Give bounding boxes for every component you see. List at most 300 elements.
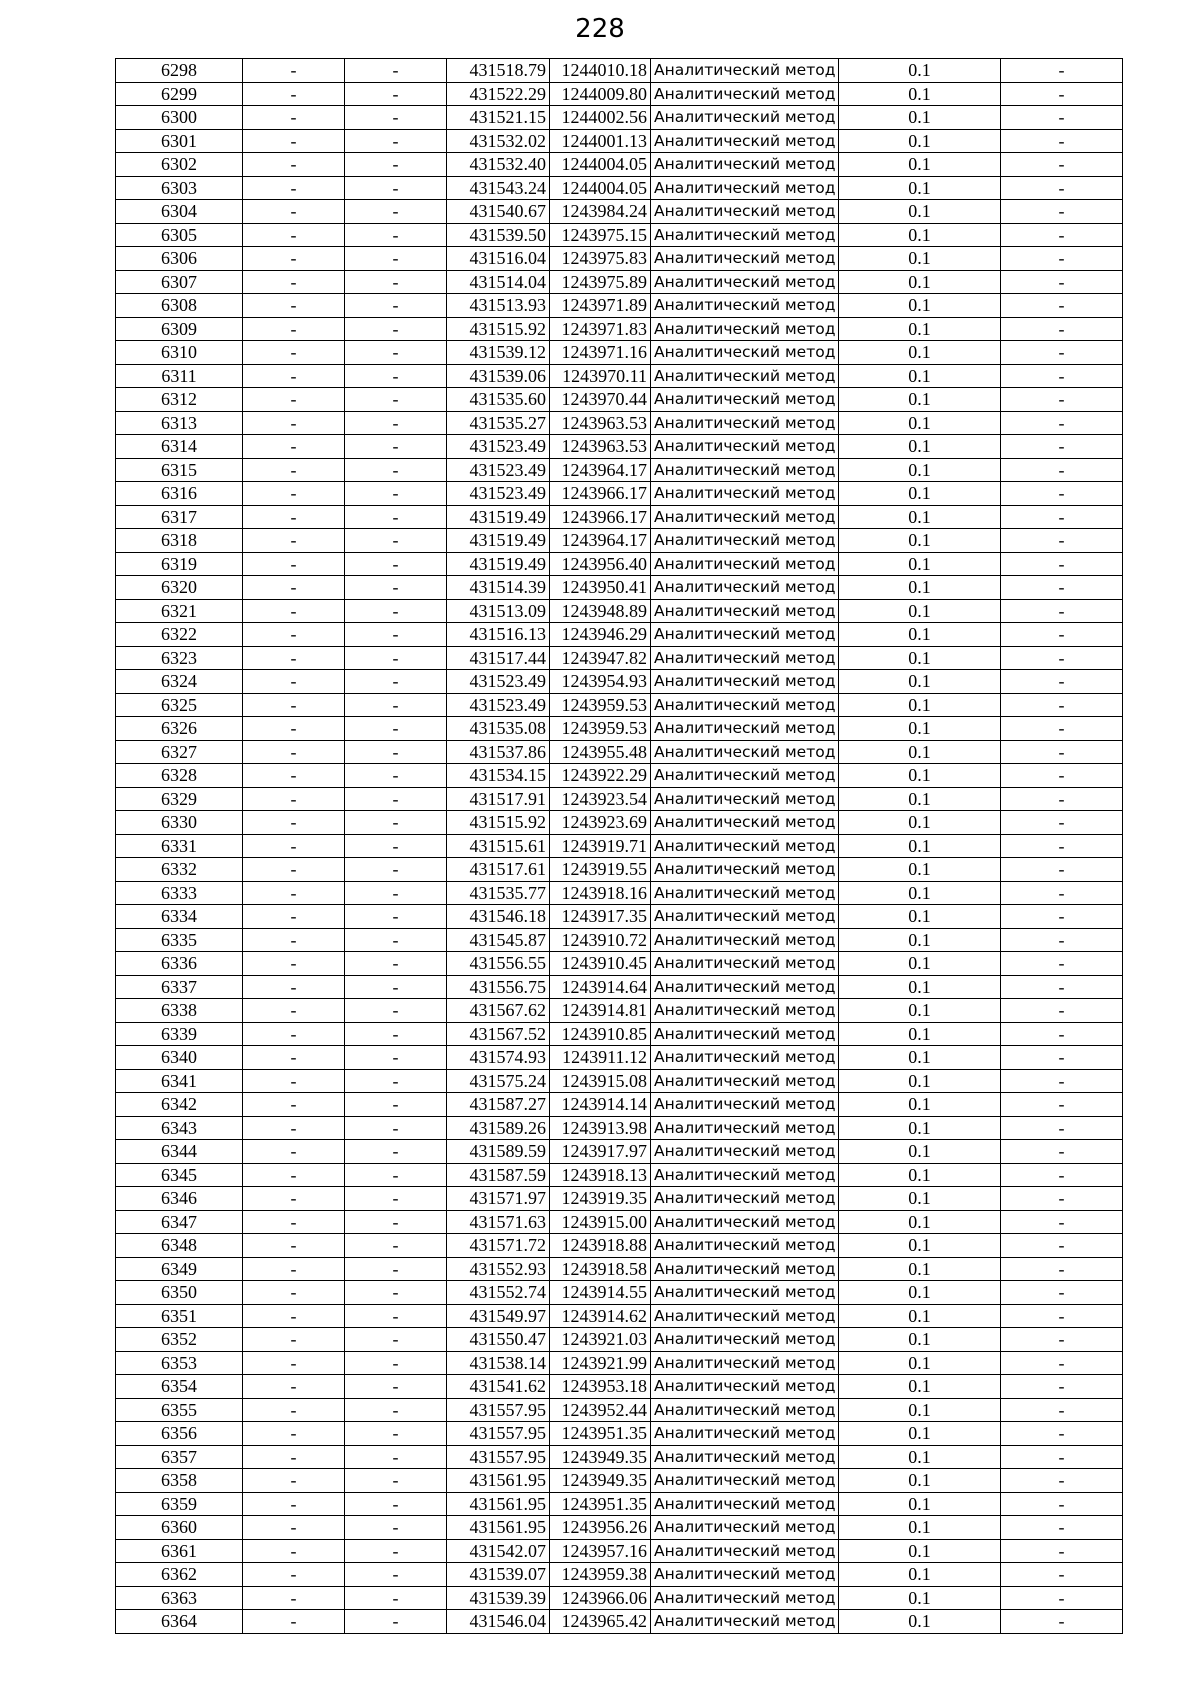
- dash-cell: -: [345, 270, 447, 294]
- dash-cell: -: [345, 1469, 447, 1493]
- error-cell: 0.1: [839, 1234, 1001, 1258]
- error-cell: 0.1: [839, 1281, 1001, 1305]
- method-cell: Аналитический метод: [651, 1351, 839, 1375]
- dash-cell: -: [1001, 317, 1123, 341]
- y-coordinate-cell: 1243910.85: [550, 1022, 651, 1046]
- error-cell: 0.1: [839, 1328, 1001, 1352]
- dash-cell: -: [1001, 82, 1123, 106]
- table-row: [116, 1210, 1123, 1234]
- table-body: [116, 59, 1123, 1634]
- dash-cell: -: [345, 294, 447, 318]
- error-cell: 0.1: [839, 1022, 1001, 1046]
- table-row: [116, 1281, 1123, 1305]
- x-coordinate-cell: 431514.39: [447, 576, 550, 600]
- dash-cell: -: [1001, 153, 1123, 177]
- point-number-cell: 6331: [116, 834, 243, 858]
- dash-cell: -: [1001, 576, 1123, 600]
- dash-cell: -: [243, 1375, 345, 1399]
- dash-cell: -: [243, 764, 345, 788]
- error-cell: 0.1: [839, 576, 1001, 600]
- method-cell: Аналитический метод: [651, 270, 839, 294]
- point-number-cell: 6341: [116, 1069, 243, 1093]
- error-cell: 0.1: [839, 294, 1001, 318]
- dash-cell: -: [1001, 1234, 1123, 1258]
- error-cell: 0.1: [839, 1375, 1001, 1399]
- dash-cell: -: [345, 623, 447, 647]
- point-number-cell: 6330: [116, 811, 243, 835]
- method-cell: Аналитический метод: [651, 599, 839, 623]
- x-coordinate-cell: 431515.92: [447, 811, 550, 835]
- x-coordinate-cell: 431539.06: [447, 364, 550, 388]
- table-row: [116, 1469, 1123, 1493]
- error-cell: 0.1: [839, 176, 1001, 200]
- point-number-cell: 6344: [116, 1140, 243, 1164]
- x-coordinate-cell: 431535.77: [447, 881, 550, 905]
- method-cell: Аналитический метод: [651, 811, 839, 835]
- y-coordinate-cell: 1243914.14: [550, 1093, 651, 1117]
- method-cell: Аналитический метод: [651, 1046, 839, 1070]
- dash-cell: -: [345, 1022, 447, 1046]
- x-coordinate-cell: 431539.50: [447, 223, 550, 247]
- error-cell: 0.1: [839, 364, 1001, 388]
- dash-cell: -: [243, 1281, 345, 1305]
- x-coordinate-cell: 431561.95: [447, 1492, 550, 1516]
- dash-cell: -: [345, 1163, 447, 1187]
- error-cell: 0.1: [839, 1492, 1001, 1516]
- dash-cell: -: [1001, 646, 1123, 670]
- dash-cell: -: [243, 129, 345, 153]
- x-coordinate-cell: 431523.49: [447, 693, 550, 717]
- x-coordinate-cell: 431557.95: [447, 1445, 550, 1469]
- y-coordinate-cell: 1243948.89: [550, 599, 651, 623]
- y-coordinate-cell: 1243951.35: [550, 1422, 651, 1446]
- x-coordinate-cell: 431513.09: [447, 599, 550, 623]
- point-number-cell: 6323: [116, 646, 243, 670]
- y-coordinate-cell: 1243952.44: [550, 1398, 651, 1422]
- x-coordinate-cell: 431567.62: [447, 999, 550, 1023]
- dash-cell: -: [243, 1516, 345, 1540]
- point-number-cell: 6332: [116, 858, 243, 882]
- error-cell: 0.1: [839, 1445, 1001, 1469]
- y-coordinate-cell: 1243964.17: [550, 458, 651, 482]
- dash-cell: -: [1001, 176, 1123, 200]
- dash-cell: -: [243, 200, 345, 224]
- y-coordinate-cell: 1243919.71: [550, 834, 651, 858]
- x-coordinate-cell: 431556.55: [447, 952, 550, 976]
- dash-cell: -: [1001, 1257, 1123, 1281]
- dash-cell: -: [1001, 106, 1123, 130]
- method-cell: Аналитический метод: [651, 529, 839, 553]
- x-coordinate-cell: 431535.27: [447, 411, 550, 435]
- method-cell: Аналитический метод: [651, 764, 839, 788]
- table-row: [116, 364, 1123, 388]
- dash-cell: -: [345, 505, 447, 529]
- dash-cell: -: [243, 458, 345, 482]
- dash-cell: -: [345, 999, 447, 1023]
- dash-cell: -: [1001, 482, 1123, 506]
- x-coordinate-cell: 431523.49: [447, 482, 550, 506]
- method-cell: Аналитический метод: [651, 1116, 839, 1140]
- dash-cell: -: [345, 740, 447, 764]
- error-cell: 0.1: [839, 1422, 1001, 1446]
- table-row: [116, 1563, 1123, 1587]
- point-number-cell: 6303: [116, 176, 243, 200]
- method-cell: Аналитический метод: [651, 294, 839, 318]
- dash-cell: -: [1001, 1022, 1123, 1046]
- dash-cell: -: [1001, 1375, 1123, 1399]
- dash-cell: -: [345, 106, 447, 130]
- method-cell: Аналитический метод: [651, 905, 839, 929]
- x-coordinate-cell: 431517.91: [447, 787, 550, 811]
- method-cell: Аналитический метод: [651, 1234, 839, 1258]
- dash-cell: -: [243, 82, 345, 106]
- error-cell: 0.1: [839, 59, 1001, 83]
- y-coordinate-cell: 1243966.17: [550, 482, 651, 506]
- error-cell: 0.1: [839, 1563, 1001, 1587]
- x-coordinate-cell: 431517.44: [447, 646, 550, 670]
- dash-cell: -: [345, 928, 447, 952]
- dash-cell: -: [345, 693, 447, 717]
- y-coordinate-cell: 1243915.00: [550, 1210, 651, 1234]
- dash-cell: -: [345, 1563, 447, 1587]
- error-cell: 0.1: [839, 270, 1001, 294]
- dash-cell: -: [1001, 1210, 1123, 1234]
- y-coordinate-cell: 1243959.53: [550, 693, 651, 717]
- method-cell: Аналитический метод: [651, 834, 839, 858]
- x-coordinate-cell: 431523.49: [447, 670, 550, 694]
- method-cell: Аналитический метод: [651, 1563, 839, 1587]
- x-coordinate-cell: 431557.95: [447, 1398, 550, 1422]
- point-number-cell: 6300: [116, 106, 243, 130]
- y-coordinate-cell: 1243959.53: [550, 717, 651, 741]
- x-coordinate-cell: 431523.49: [447, 435, 550, 459]
- dash-cell: -: [1001, 599, 1123, 623]
- table-row: [116, 1046, 1123, 1070]
- dash-cell: -: [243, 388, 345, 412]
- dash-cell: -: [345, 717, 447, 741]
- y-coordinate-cell: 1243949.35: [550, 1445, 651, 1469]
- dash-cell: -: [243, 811, 345, 835]
- point-number-cell: 6339: [116, 1022, 243, 1046]
- x-coordinate-cell: 431517.61: [447, 858, 550, 882]
- method-cell: Аналитический метод: [651, 1375, 839, 1399]
- dash-cell: -: [243, 1586, 345, 1610]
- y-coordinate-cell: 1243975.15: [550, 223, 651, 247]
- x-coordinate-cell: 431515.61: [447, 834, 550, 858]
- table-row: [116, 294, 1123, 318]
- dash-cell: -: [345, 834, 447, 858]
- dash-cell: -: [243, 247, 345, 271]
- dash-cell: -: [345, 576, 447, 600]
- point-number-cell: 6342: [116, 1093, 243, 1117]
- dash-cell: -: [243, 928, 345, 952]
- dash-cell: -: [243, 482, 345, 506]
- point-number-cell: 6348: [116, 1234, 243, 1258]
- y-coordinate-cell: 1243975.83: [550, 247, 651, 271]
- error-cell: 0.1: [839, 928, 1001, 952]
- y-coordinate-cell: 1243957.16: [550, 1539, 651, 1563]
- x-coordinate-cell: 431523.49: [447, 458, 550, 482]
- error-cell: 0.1: [839, 999, 1001, 1023]
- point-number-cell: 6359: [116, 1492, 243, 1516]
- error-cell: 0.1: [839, 1257, 1001, 1281]
- table-row: [116, 82, 1123, 106]
- dash-cell: -: [1001, 693, 1123, 717]
- dash-cell: -: [243, 975, 345, 999]
- y-coordinate-cell: 1243953.18: [550, 1375, 651, 1399]
- table-row: [116, 176, 1123, 200]
- method-cell: Аналитический метод: [651, 1140, 839, 1164]
- y-coordinate-cell: 1243918.58: [550, 1257, 651, 1281]
- x-coordinate-cell: 431539.07: [447, 1563, 550, 1587]
- dash-cell: -: [1001, 1398, 1123, 1422]
- dash-cell: -: [345, 129, 447, 153]
- table-row: [116, 717, 1123, 741]
- x-coordinate-cell: 431538.14: [447, 1351, 550, 1375]
- dash-cell: -: [1001, 881, 1123, 905]
- dash-cell: -: [345, 317, 447, 341]
- error-cell: 0.1: [839, 529, 1001, 553]
- error-cell: 0.1: [839, 411, 1001, 435]
- dash-cell: -: [345, 1375, 447, 1399]
- method-cell: Аналитический метод: [651, 928, 839, 952]
- y-coordinate-cell: 1243971.16: [550, 341, 651, 365]
- method-cell: Аналитический метод: [651, 1422, 839, 1446]
- table-row: [116, 1069, 1123, 1093]
- method-cell: Аналитический метод: [651, 646, 839, 670]
- dash-cell: -: [345, 905, 447, 929]
- dash-cell: -: [345, 1210, 447, 1234]
- point-number-cell: 6355: [116, 1398, 243, 1422]
- method-cell: Аналитический метод: [651, 1445, 839, 1469]
- table-row: [116, 317, 1123, 341]
- error-cell: 0.1: [839, 82, 1001, 106]
- dash-cell: -: [243, 1210, 345, 1234]
- point-number-cell: 6309: [116, 317, 243, 341]
- dash-cell: -: [243, 1046, 345, 1070]
- table-row: [116, 1163, 1123, 1187]
- x-coordinate-cell: 431589.59: [447, 1140, 550, 1164]
- point-number-cell: 6329: [116, 787, 243, 811]
- point-number-cell: 6310: [116, 341, 243, 365]
- point-number-cell: 6318: [116, 529, 243, 553]
- table-row: [116, 1140, 1123, 1164]
- dash-cell: -: [1001, 270, 1123, 294]
- method-cell: Аналитический метод: [651, 505, 839, 529]
- error-cell: 0.1: [839, 458, 1001, 482]
- y-coordinate-cell: 1243966.17: [550, 505, 651, 529]
- method-cell: Аналитический метод: [651, 881, 839, 905]
- error-cell: 0.1: [839, 670, 1001, 694]
- dash-cell: -: [243, 59, 345, 83]
- table-row: [116, 1492, 1123, 1516]
- dash-cell: -: [243, 834, 345, 858]
- point-number-cell: 6360: [116, 1516, 243, 1540]
- x-coordinate-cell: 431537.86: [447, 740, 550, 764]
- point-number-cell: 6328: [116, 764, 243, 788]
- method-cell: Аналитический метод: [651, 1069, 839, 1093]
- dash-cell: -: [243, 623, 345, 647]
- method-cell: Аналитический метод: [651, 1093, 839, 1117]
- x-coordinate-cell: 431541.62: [447, 1375, 550, 1399]
- method-cell: Аналитический метод: [651, 952, 839, 976]
- dash-cell: -: [243, 223, 345, 247]
- dash-cell: -: [345, 1610, 447, 1634]
- x-coordinate-cell: 431571.63: [447, 1210, 550, 1234]
- x-coordinate-cell: 431518.79: [447, 59, 550, 83]
- x-coordinate-cell: 431516.13: [447, 623, 550, 647]
- dash-cell: -: [345, 247, 447, 271]
- table-row: [116, 623, 1123, 647]
- error-cell: 0.1: [839, 247, 1001, 271]
- dash-cell: -: [345, 153, 447, 177]
- error-cell: 0.1: [839, 1351, 1001, 1375]
- point-number-cell: 6325: [116, 693, 243, 717]
- table-row: [116, 529, 1123, 553]
- error-cell: 0.1: [839, 881, 1001, 905]
- method-cell: Аналитический метод: [651, 1469, 839, 1493]
- method-cell: Аналитический метод: [651, 1281, 839, 1305]
- dash-cell: -: [345, 881, 447, 905]
- method-cell: Аналитический метод: [651, 153, 839, 177]
- dash-cell: -: [345, 1069, 447, 1093]
- error-cell: 0.1: [839, 764, 1001, 788]
- dash-cell: -: [1001, 1445, 1123, 1469]
- table-row: [116, 435, 1123, 459]
- method-cell: Аналитический метод: [651, 200, 839, 224]
- x-coordinate-cell: 431522.29: [447, 82, 550, 106]
- dash-cell: -: [243, 176, 345, 200]
- x-coordinate-cell: 431557.95: [447, 1422, 550, 1446]
- y-coordinate-cell: 1244009.80: [550, 82, 651, 106]
- y-coordinate-cell: 1243949.35: [550, 1469, 651, 1493]
- dash-cell: -: [1001, 1163, 1123, 1187]
- x-coordinate-cell: 431574.93: [447, 1046, 550, 1070]
- error-cell: 0.1: [839, 1140, 1001, 1164]
- dash-cell: -: [1001, 1116, 1123, 1140]
- x-coordinate-cell: 431513.93: [447, 294, 550, 318]
- error-cell: 0.1: [839, 1093, 1001, 1117]
- x-coordinate-cell: 431546.04: [447, 1610, 550, 1634]
- table-row: [116, 482, 1123, 506]
- error-cell: 0.1: [839, 1304, 1001, 1328]
- x-coordinate-cell: 431515.92: [447, 317, 550, 341]
- error-cell: 0.1: [839, 1187, 1001, 1211]
- table-row: [116, 670, 1123, 694]
- table-row: [116, 388, 1123, 412]
- error-cell: 0.1: [839, 200, 1001, 224]
- y-coordinate-cell: 1243921.99: [550, 1351, 651, 1375]
- y-coordinate-cell: 1243946.29: [550, 623, 651, 647]
- method-cell: Аналитический метод: [651, 693, 839, 717]
- dash-cell: -: [1001, 364, 1123, 388]
- dash-cell: -: [345, 1328, 447, 1352]
- dash-cell: -: [1001, 529, 1123, 553]
- table-row: [116, 834, 1123, 858]
- table-row: [116, 1304, 1123, 1328]
- x-coordinate-cell: 431571.72: [447, 1234, 550, 1258]
- dash-cell: -: [345, 1187, 447, 1211]
- method-cell: Аналитический метод: [651, 482, 839, 506]
- dash-cell: -: [1001, 858, 1123, 882]
- dash-cell: -: [1001, 1281, 1123, 1305]
- method-cell: Аналитический метод: [651, 1586, 839, 1610]
- dash-cell: -: [243, 717, 345, 741]
- y-coordinate-cell: 1243966.06: [550, 1586, 651, 1610]
- dash-cell: -: [345, 1281, 447, 1305]
- dash-cell: -: [1001, 928, 1123, 952]
- error-cell: 0.1: [839, 834, 1001, 858]
- dash-cell: -: [1001, 435, 1123, 459]
- y-coordinate-cell: 1243911.12: [550, 1046, 651, 1070]
- dash-cell: -: [345, 1422, 447, 1446]
- y-coordinate-cell: 1244010.18: [550, 59, 651, 83]
- dash-cell: -: [345, 1140, 447, 1164]
- y-coordinate-cell: 1243919.35: [550, 1187, 651, 1211]
- table-row: [116, 1375, 1123, 1399]
- point-number-cell: 6314: [116, 435, 243, 459]
- dash-cell: -: [1001, 1187, 1123, 1211]
- dash-cell: -: [1001, 670, 1123, 694]
- dash-cell: -: [1001, 1069, 1123, 1093]
- table-row: [116, 106, 1123, 130]
- x-coordinate-cell: 431540.67: [447, 200, 550, 224]
- table-row: [116, 905, 1123, 929]
- point-number-cell: 6354: [116, 1375, 243, 1399]
- y-coordinate-cell: 1243963.53: [550, 435, 651, 459]
- dash-cell: -: [243, 317, 345, 341]
- point-number-cell: 6336: [116, 952, 243, 976]
- dash-cell: -: [243, 1069, 345, 1093]
- point-number-cell: 6337: [116, 975, 243, 999]
- y-coordinate-cell: 1243918.88: [550, 1234, 651, 1258]
- dash-cell: -: [345, 200, 447, 224]
- method-cell: Аналитический метод: [651, 670, 839, 694]
- y-coordinate-cell: 1243918.13: [550, 1163, 651, 1187]
- point-number-cell: 6351: [116, 1304, 243, 1328]
- point-number-cell: 6317: [116, 505, 243, 529]
- dash-cell: -: [345, 1093, 447, 1117]
- dash-cell: -: [243, 1257, 345, 1281]
- dash-cell: -: [243, 435, 345, 459]
- dash-cell: -: [345, 1539, 447, 1563]
- dash-cell: -: [345, 223, 447, 247]
- x-coordinate-cell: 431532.02: [447, 129, 550, 153]
- dash-cell: -: [243, 1304, 345, 1328]
- dash-cell: -: [1001, 1328, 1123, 1352]
- dash-cell: -: [243, 881, 345, 905]
- dash-cell: -: [1001, 811, 1123, 835]
- error-cell: 0.1: [839, 341, 1001, 365]
- dash-cell: -: [1001, 740, 1123, 764]
- table-row: [116, 1351, 1123, 1375]
- method-cell: Аналитический метод: [651, 1022, 839, 1046]
- table-row: [116, 1516, 1123, 1540]
- method-cell: Аналитический метод: [651, 717, 839, 741]
- error-cell: 0.1: [839, 1116, 1001, 1140]
- dash-cell: -: [345, 975, 447, 999]
- y-coordinate-cell: 1243917.35: [550, 905, 651, 929]
- method-cell: Аналитический метод: [651, 176, 839, 200]
- method-cell: Аналитический метод: [651, 1187, 839, 1211]
- dash-cell: -: [1001, 1093, 1123, 1117]
- error-cell: 0.1: [839, 1163, 1001, 1187]
- y-coordinate-cell: 1243963.53: [550, 411, 651, 435]
- table-row: [116, 975, 1123, 999]
- x-coordinate-cell: 431552.74: [447, 1281, 550, 1305]
- dash-cell: -: [243, 106, 345, 130]
- dash-cell: -: [345, 1586, 447, 1610]
